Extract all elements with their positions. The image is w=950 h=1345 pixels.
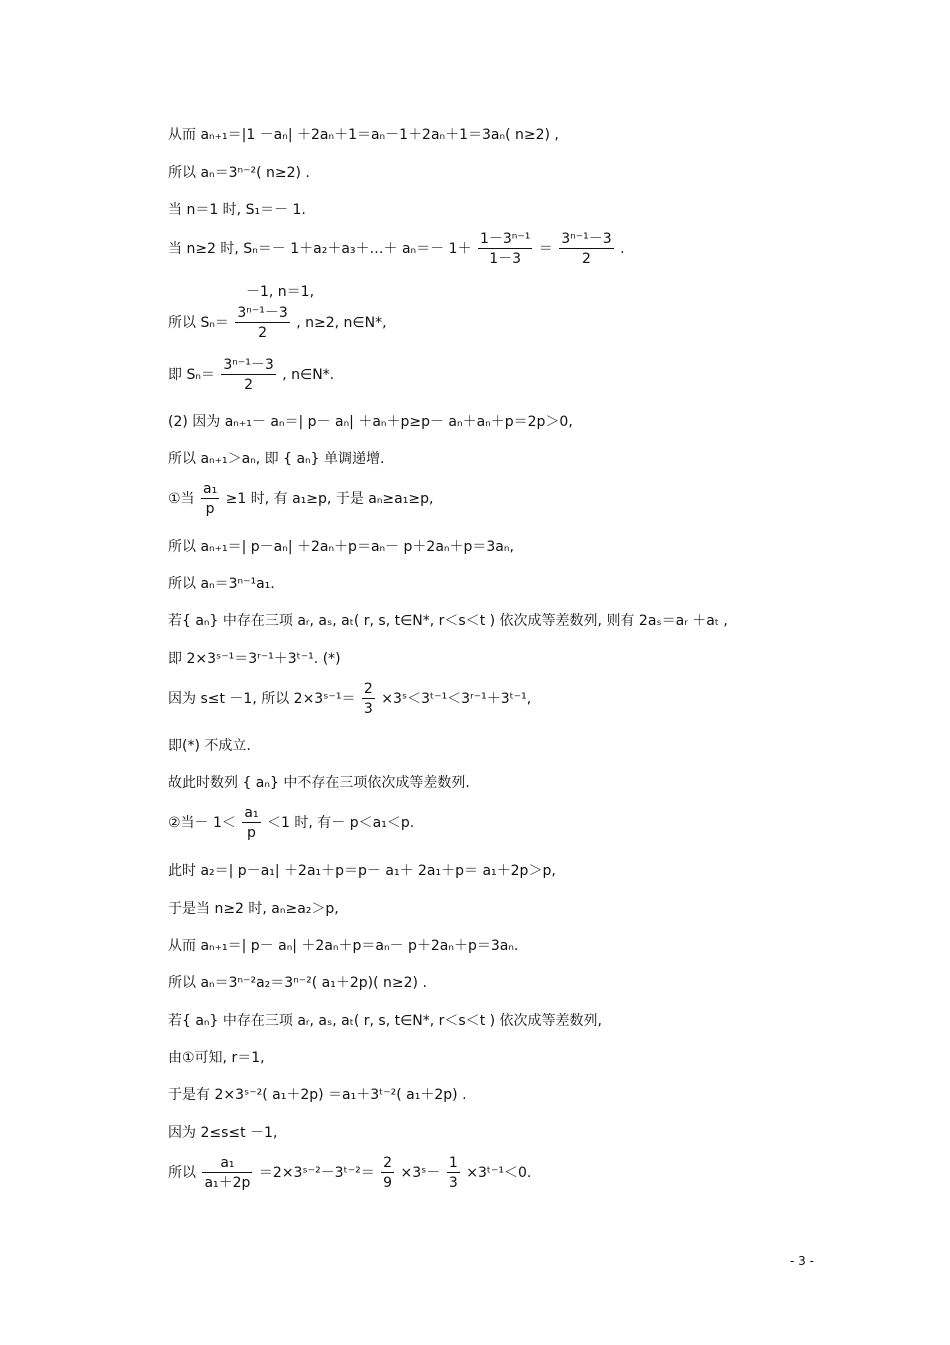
- text-line: 即(*) 不成立.: [168, 738, 251, 754]
- fraction: [242, 806, 260, 840]
- fraction-denominator: 3: [447, 1172, 460, 1190]
- text-line: 从而 aₙ₊₁＝| p－ aₙ| ＋2aₙ＋p＝aₙ－ p＋2aₙ＋p＝3aₙ.: [168, 938, 519, 954]
- text-line: 当 n＝1 时, S₁＝－ 1.: [168, 202, 306, 218]
- formula-line: [168, 306, 387, 340]
- text-line: 从而 aₙ₊₁＝|1 －aₙ| ＋2aₙ＋1＝aₙ－1＋2aₙ＋1＝3aₙ( n≥2) ,: [168, 127, 559, 143]
- text-segment: 当 n≥2 时, Sₙ＝－ 1＋a₂＋a₃＋…＋ aₙ＝－ 1＋: [168, 241, 472, 257]
- text-segment: ＝: [538, 241, 553, 257]
- text-segment: ×3ˢ－: [400, 1165, 441, 1181]
- text-line: 即 2×3ˢ⁻¹＝3ʳ⁻¹＋3ᵗ⁻¹. (*): [168, 651, 341, 667]
- fraction-denominator: 3: [362, 698, 375, 716]
- fraction: [235, 306, 289, 340]
- text-segment: , n∈N*.: [282, 367, 335, 383]
- fraction-numerator: 1－3ⁿ⁻¹: [479, 231, 531, 247]
- formula-line: [168, 482, 433, 516]
- text-line: (2) 因为 aₙ₊₁－ aₙ＝| p－ aₙ| ＋aₙ＋p≥p－ aₙ＋aₙ＋p＝2p＞0,: [168, 414, 573, 430]
- page-number: - 3 -: [790, 1254, 814, 1268]
- formula-line: [168, 682, 531, 716]
- fraction-denominator: p: [242, 822, 260, 840]
- text-line: 于是当 n≥2 时, aₙ≥a₂＞p,: [168, 901, 339, 917]
- piecewise-case-1: －1, n＝1,: [246, 284, 315, 300]
- text-segment: 所以: [168, 1165, 196, 1181]
- text-line: 此时 a₂＝| p－a₁| ＋2a₁＋p＝p－ a₁＋ 2a₁＋p＝ a₁＋2p＞p,: [168, 863, 556, 879]
- fraction-denominator: 9: [381, 1172, 394, 1190]
- fraction: [478, 232, 532, 266]
- text-line: 所以 aₙ＝3ⁿ⁻²( n≥2) .: [168, 165, 310, 181]
- fraction: [201, 482, 219, 516]
- text-line: 所以 aₙ＝3ⁿ⁻¹a₁.: [168, 576, 275, 592]
- fraction-denominator: a₁＋2p: [202, 1172, 252, 1190]
- fraction-numerator: 3ⁿ⁻¹－3: [237, 305, 288, 321]
- text-line: 由①可知, r＝1,: [168, 1050, 265, 1066]
- fraction-denominator: 2: [235, 322, 289, 340]
- text-line: 所以 aₙ₊₁＞aₙ, 即 { aₙ} 单调递增.: [168, 451, 385, 467]
- fraction: [447, 1156, 460, 1190]
- text-segment: ①当: [168, 491, 195, 507]
- fraction-numerator: 1: [448, 1155, 458, 1171]
- fraction: [362, 682, 375, 716]
- text-line: 因为 2≤s≤t －1,: [168, 1125, 278, 1141]
- formula-line: [168, 232, 625, 266]
- fraction: [559, 232, 613, 266]
- text-segment: ≥1 时, 有 a₁≥p, 于是 aₙ≥a₁≥p,: [225, 491, 434, 507]
- text-line: 所以 aₙ₊₁＝| p－aₙ| ＋2aₙ＋p＝aₙ－ p＋2aₙ＋p＝3aₙ,: [168, 539, 514, 555]
- fraction-denominator: 2: [221, 374, 275, 392]
- text-line: 所以 aₙ＝3ⁿ⁻²a₂＝3ⁿ⁻²( a₁＋2p)( n≥2) .: [168, 975, 427, 991]
- text-segment: 即 Sₙ＝: [168, 367, 215, 383]
- text-line: 若{ aₙ} 中存在三项 aᵣ, aₛ, aₜ( r, s, t∈N*, r＜s＜t ) 依次成等差数列,: [168, 1013, 603, 1029]
- fraction-denominator: p: [201, 498, 219, 516]
- text-segment: , n≥2, n∈N*,: [296, 315, 387, 331]
- formula-line: [168, 1156, 531, 1190]
- fraction-denominator: 2: [559, 248, 613, 266]
- fraction-numerator: a₁: [220, 1155, 235, 1171]
- text-line: 若{ aₙ} 中存在三项 aᵣ, aₛ, aₜ( r, s, t∈N*, r＜s＜t ) 依次成等差数列, 则有 2aₛ＝aᵣ ＋aₜ ,: [168, 613, 728, 629]
- text-segment: ＜1 时, 有－ p＜a₁＜p.: [267, 815, 415, 831]
- fraction-denominator: 1－3: [478, 248, 532, 266]
- fraction-numerator: 2: [383, 1155, 393, 1171]
- text-segment: ＝2×3ˢ⁻²－3ᵗ⁻²＝: [258, 1165, 375, 1181]
- text-line: 故此时数列 { aₙ} 中不存在三项依次成等差数列.: [168, 775, 470, 791]
- fraction-numerator: a₁: [203, 481, 218, 497]
- text-segment: ×3ˢ＜3ᵗ⁻¹＜3ʳ⁻¹＋3ᵗ⁻¹,: [381, 691, 532, 707]
- text-segment: 所以 Sₙ＝: [168, 315, 229, 331]
- text-segment: ②当－ 1＜: [168, 815, 236, 831]
- fraction-numerator: a₁: [244, 805, 259, 821]
- fraction-numerator: 3ⁿ⁻¹－3: [561, 231, 612, 247]
- text-line: 于是有 2×3ˢ⁻²( a₁＋2p) ＝a₁＋3ᵗ⁻²( a₁＋2p) .: [168, 1087, 467, 1103]
- text-segment: 因为 s≤t －1, 所以 2×3ˢ⁻¹＝: [168, 691, 356, 707]
- text-segment: .: [620, 241, 625, 257]
- fraction-numerator: 2: [363, 681, 373, 697]
- text-segment: ×3ᵗ⁻¹＜0.: [466, 1165, 532, 1181]
- fraction: [202, 1156, 252, 1190]
- fraction-numerator: 3ⁿ⁻¹－3: [223, 357, 274, 373]
- formula-line: [168, 358, 334, 392]
- formula-line: [168, 806, 414, 840]
- fraction: [381, 1156, 394, 1190]
- fraction: [221, 358, 275, 392]
